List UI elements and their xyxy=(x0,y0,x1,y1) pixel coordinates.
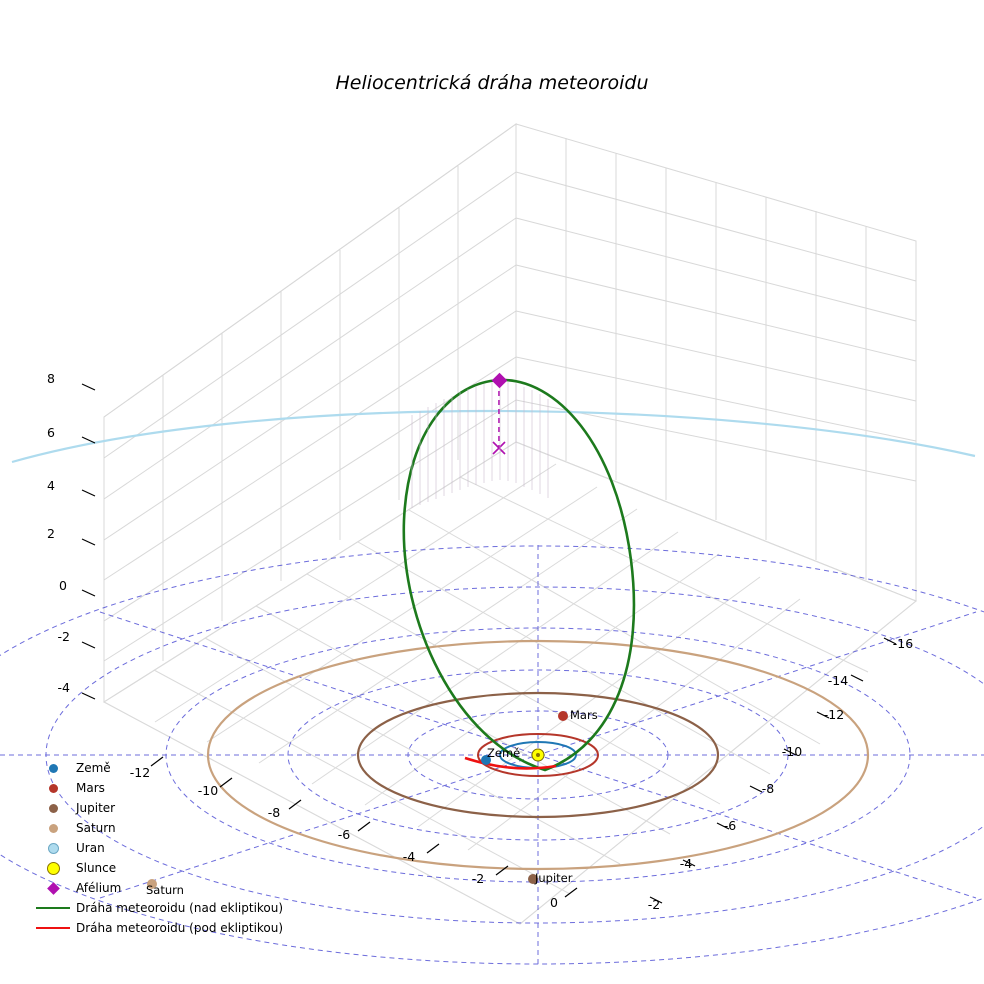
z-tick: -4 xyxy=(57,680,70,695)
legend-item-afelium[interactable] xyxy=(30,878,320,898)
x-tick: -6 xyxy=(337,827,351,842)
x-tick: -10 xyxy=(197,783,219,798)
chart-legend xyxy=(30,758,320,938)
legend-marker-zeme xyxy=(30,764,76,773)
annotation-zeme: Země xyxy=(487,746,521,760)
y-tick: -12 xyxy=(823,707,845,722)
legend-marker-mars xyxy=(30,784,76,793)
legend-label: Uran xyxy=(76,841,105,855)
legend-label: Dráha meteoroidu (nad ekliptikou) xyxy=(76,901,284,915)
y-tick: -8 xyxy=(761,781,775,796)
legend-item-jupiter[interactable] xyxy=(30,798,320,818)
x-tick: -12 xyxy=(129,765,151,780)
x-tick: 0 xyxy=(550,895,558,910)
x-tick: -8 xyxy=(267,805,281,820)
legend-label: Jupiter xyxy=(76,801,116,815)
annotation-mars: Mars xyxy=(570,708,598,722)
legend-line-red xyxy=(30,927,76,929)
x-tick: -2 xyxy=(471,871,485,886)
z-tick: 2 xyxy=(47,526,55,541)
annotation-jupiter: Jupiter xyxy=(535,871,573,885)
x-tick: -4 xyxy=(402,849,416,864)
legend-marker-uran xyxy=(30,843,76,854)
y-tick: -16 xyxy=(892,636,914,651)
legend-item-slunce[interactable] xyxy=(30,858,320,878)
legend-label: Dráha meteoroidu (pod ekliptikou) xyxy=(76,921,284,935)
legend-item-saturn[interactable] xyxy=(30,818,320,838)
legend-label: Afélium xyxy=(76,881,122,895)
legend-marker-saturn xyxy=(30,824,76,833)
z-tick: -2 xyxy=(57,629,70,644)
legend-item-mars[interactable] xyxy=(30,778,320,798)
z-tick: 4 xyxy=(47,478,55,493)
legend-label: Slunce xyxy=(76,861,117,875)
y-tick: -2 xyxy=(647,897,661,912)
y-tick: -6 xyxy=(723,818,737,833)
legend-marker-slunce xyxy=(30,862,76,875)
z-tick: 8 xyxy=(47,371,55,386)
legend-item-uran[interactable] xyxy=(30,838,320,858)
z-tick: 0 xyxy=(59,578,67,593)
y-tick: -14 xyxy=(827,673,849,688)
marker-slunce xyxy=(532,749,544,761)
z-axis-tick-labels xyxy=(47,371,70,695)
z-tick: 6 xyxy=(47,425,55,440)
legend-marker-jupiter xyxy=(30,804,76,813)
y-tick: -10 xyxy=(781,744,803,759)
annotation-saturn: Saturn xyxy=(146,883,184,897)
legend-label: Mars xyxy=(76,781,105,795)
legend-label: Saturn xyxy=(76,821,116,835)
legend-item-draha-nad-ekliptikou[interactable] xyxy=(30,898,320,918)
legend-marker-afelium xyxy=(30,884,76,893)
legend-line-green xyxy=(30,907,76,909)
y-tick: -4 xyxy=(679,856,693,871)
legend-item-draha-pod-ekliptikou[interactable] xyxy=(30,918,320,938)
legend-label: Země xyxy=(76,761,111,775)
page-title: Heliocentrická dráha meteoroidu xyxy=(335,72,649,94)
marker-mars xyxy=(558,711,568,721)
legend-item-zeme[interactable] xyxy=(30,758,320,778)
